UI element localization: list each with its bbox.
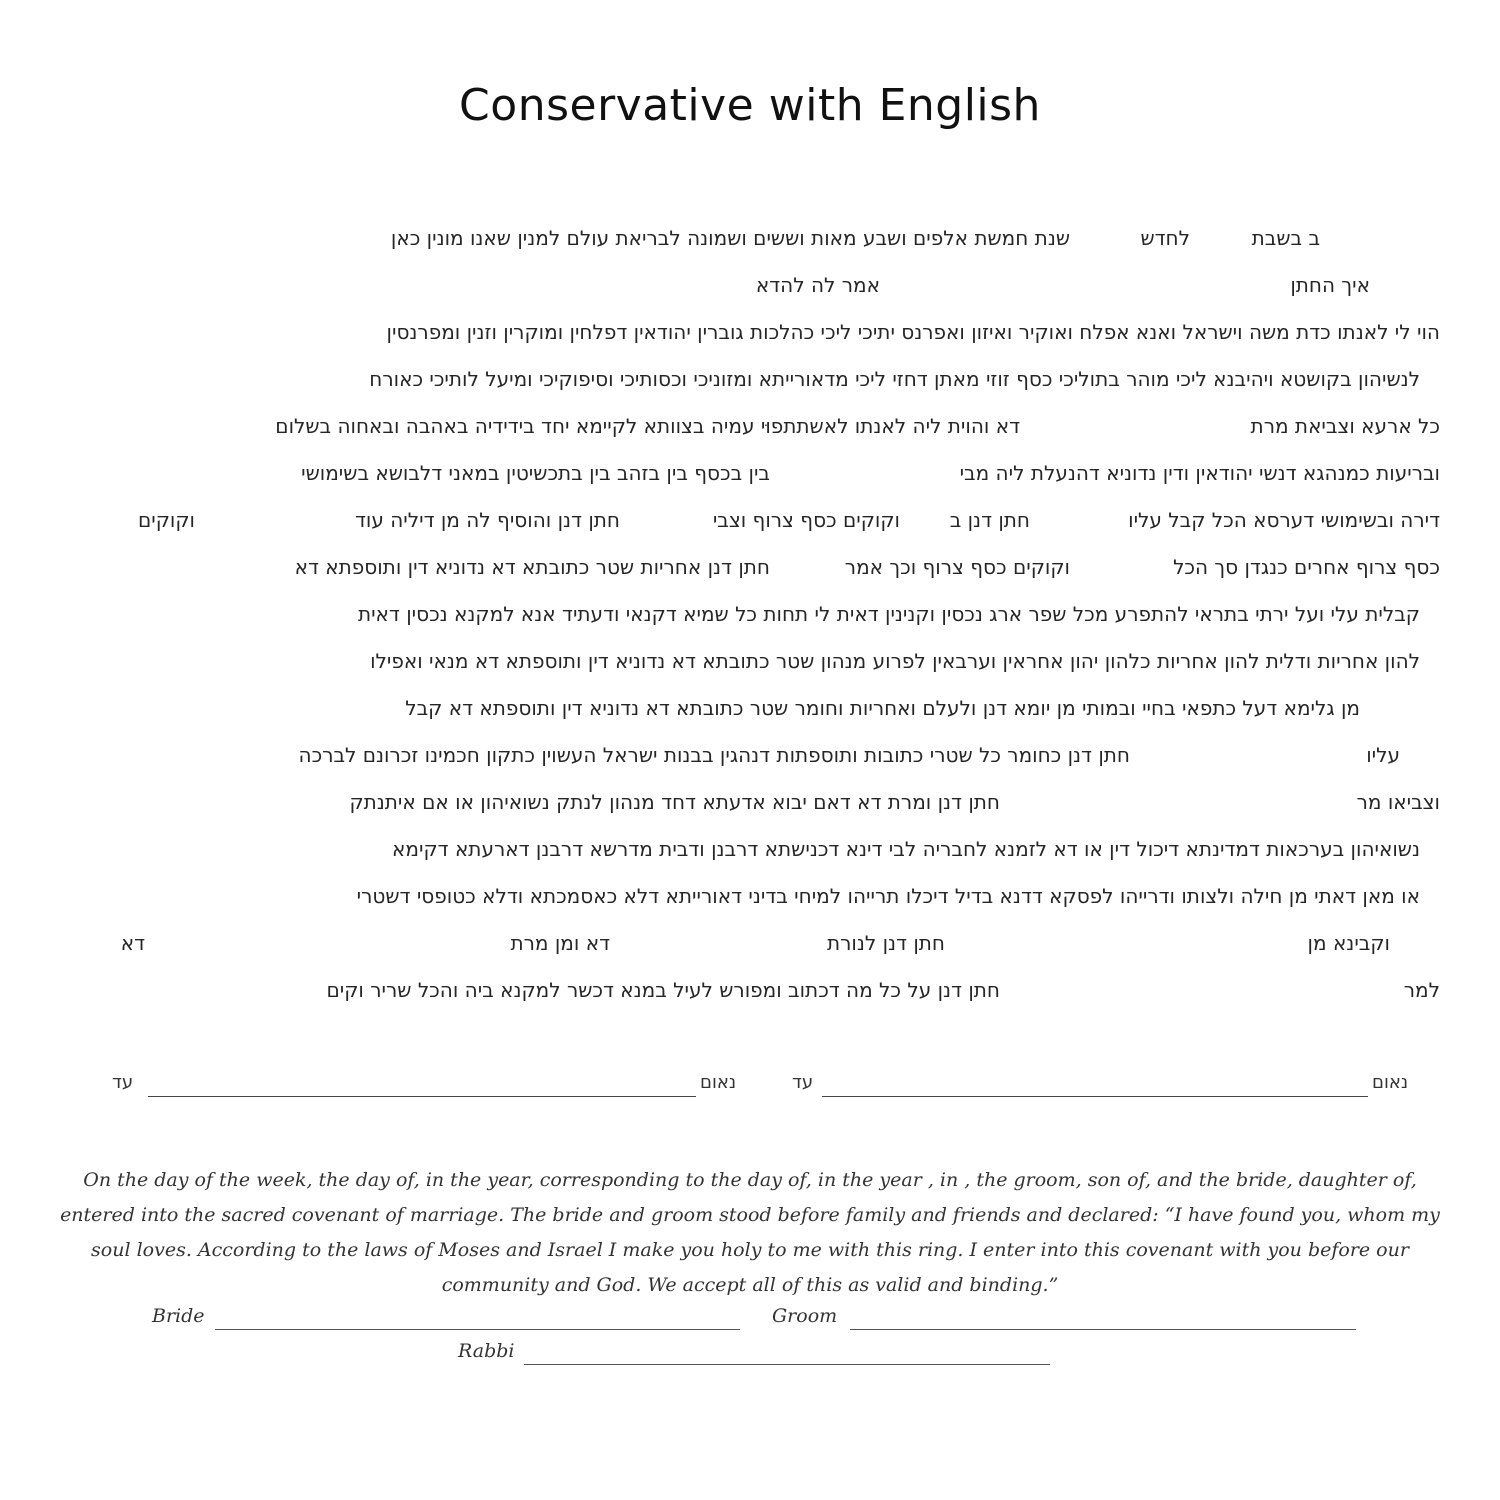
hebrew-text-segment: אמר לה להדא — [755, 273, 880, 297]
english-translation: On the day of the week, the day of, in the year, corresponding to the day of, in the year , in , the groom, son of, and the bride, daughter of, entered into the sacred covenant of marriage. The bride and groom stood before family and friends and declared: “I have found you, whom my soul loves. According to the laws of Moses and Israel I make you holy to me with this ring. I enter into this covenant with you before our community and God. We accept all of this as valid and binding.” — [60, 1169, 1440, 1296]
hebrew-text-segment: איך החתן — [1290, 273, 1370, 297]
hebrew-text-segment: וקבינא מן — [1307, 931, 1390, 955]
hebrew-text-segment: חתן דנן ומרת דא דאם יבוא אדעתא דחד מנהון לנתק נשואיהון או אם איתנתק — [349, 790, 1000, 814]
witness-signature-line[interactable] — [148, 1096, 696, 1097]
hebrew-text-segment: למר — [1403, 978, 1440, 1002]
hebrew-text-segment: נשואיהון בערכאות דמדינתא דיכול דין או דא לזמנא לחבריה לבי דינא דכנישתא דרבנן ודבית מדרשא דרבנן דארעתא דקימא — [392, 837, 1420, 861]
rabbi-signature-line[interactable] — [524, 1364, 1050, 1365]
hebrew-text-segment: וקוקים כסף צרוף וכך אמר — [844, 555, 1070, 579]
hebrew-text-segment: ב בשבת — [1251, 226, 1320, 250]
bride-groom-signatures — [0, 1303, 1500, 1339]
hebrew-text-segment: ובריעות כמנהגא דנשי יהודאין ודין נדוניא דהנעלת ליה מבי — [959, 461, 1440, 485]
witness-name-label: נאום — [1372, 1072, 1409, 1093]
hebrew-text-segment: לנשיהון בקושטא ויהיבנא ליכי מוהר בתוליכי כסף זוזי מאתן דחזי ליכי מדאורייתא ומזוניכי וכסותיכי וסיפוקיכי ומיעל לותיכי כאורח — [369, 367, 1420, 391]
hebrew-text-segment: עליו — [1366, 743, 1400, 767]
hebrew-line — [60, 500, 1440, 547]
hebrew-line — [60, 782, 1440, 829]
hebrew-ketubah-text — [60, 218, 1440, 1017]
witness-name-label: נאום — [700, 1072, 737, 1093]
hebrew-text-segment: דא ומן מרת — [510, 931, 610, 955]
hebrew-line — [60, 265, 1440, 312]
hebrew-text-segment: קבלית עלי ועל ירתי בתראי להתפרע מכל שפר ארג נכסין וקנינין דאית לי תחות כל שמיא דקנאי ודעתיד אנא למקנא נכסין דאית — [357, 602, 1420, 626]
hebrew-text-segment: הוי לי לאנתו כדת משה וישראל ואנא אפלח ואוקיר ואיזון ואפרנס יתיכי ליכי כהלכות גוברין יהודאין דפלחין ומוקרין וזנין ומפרנסין — [386, 320, 1440, 344]
witness-signature-line[interactable] — [822, 1096, 1368, 1097]
hebrew-text-segment: חתן דנן ב — [949, 508, 1030, 532]
hebrew-line — [60, 359, 1440, 406]
hebrew-line — [60, 406, 1440, 453]
hebrew-line — [60, 923, 1440, 970]
groom-label: Groom — [772, 1305, 838, 1327]
bride-label: Bride — [152, 1305, 205, 1327]
hebrew-text-segment: מן גלימא דעל כתפאי בחיי ובמותי מן יומא דנן ולעלם ואחריות וחומר שטר כתובתא דא נדוניא דין ותוספתא דא קבל — [405, 696, 1360, 720]
hebrew-text-segment: כל ארעא וצביאת מרת — [1250, 414, 1440, 438]
rabbi-signature — [0, 1338, 1500, 1374]
hebrew-text-segment: וצביאו מר — [1356, 790, 1440, 814]
hebrew-line — [60, 547, 1440, 594]
hebrew-text-segment: חתן דנן כחומר כל שטרי כתובות ותוספתות דנהגין בבנות ישראל העשוין כתקון חכמינו זכרונם לברכה — [298, 743, 1130, 767]
page-title: Conservative with English — [459, 80, 1041, 131]
hebrew-line — [60, 218, 1440, 265]
hebrew-text-segment: בין בכסף בין בזהב בין בתכשיטין במאני דלבושא בשימושי — [301, 461, 770, 485]
hebrew-text-segment: שנת חמשת אלפים ושבע מאות וששים ושמונה לבריאת עולם למנין שאנו מונין כאן — [390, 226, 1070, 250]
hebrew-text-segment: וקוקים — [137, 508, 195, 532]
hebrew-line — [60, 688, 1440, 735]
hebrew-line — [60, 641, 1440, 688]
hebrew-line — [60, 829, 1440, 876]
hebrew-text-segment: לחדש — [1140, 226, 1190, 250]
hebrew-line — [60, 453, 1440, 500]
hebrew-text-segment: דא — [120, 931, 145, 955]
rabbi-label: Rabbi — [458, 1340, 515, 1362]
bride-signature-line[interactable] — [215, 1329, 740, 1330]
hebrew-text-segment: דא והוית ליה לאנתו לאשתתפוּי עמיה בצוותא לקיימא יחד בידידיה באהבה ובאחוה בשלום — [275, 414, 1020, 438]
hebrew-text-segment: חתן דנן והוסיף לה מן דיליה עוד — [354, 508, 620, 532]
hebrew-text-segment: חתן דנן לנורת — [826, 931, 945, 955]
hebrew-text-segment: דירה ובשימושי דערסא הכל קבל עליו — [1128, 508, 1440, 532]
witness-label: עד — [792, 1072, 814, 1093]
hebrew-text-segment: או מאן דאתי מן חילה ולצותו ודרייהו לפסקא דדנא בדיל דיכלו תרייהו למיחי בדיני דאורייתא דלא כאסמכתא ודלא כטופסי דשטרי — [356, 884, 1420, 908]
hebrew-line — [60, 876, 1440, 923]
hebrew-text-segment: להון אחריות ודלית להון אחריות כלהון יהון אחראין וערבאין לפרוע מנהון שטר כתובתא דא נדוניא דין ותוספתא דא מנאי ואפילו — [370, 649, 1420, 673]
hebrew-line — [60, 312, 1440, 359]
hebrew-line — [60, 970, 1440, 1017]
witness-label: עד — [112, 1072, 134, 1093]
hebrew-text-segment: חתן דנן על כל מה דכתוב ומפורש לעיל במנא דכשר למקנא ביה והכל שריר וקים — [326, 978, 1000, 1002]
hebrew-text-segment: וקוקים כסף צרוף וצבי — [712, 508, 900, 532]
hebrew-text-segment: כסף צרוף אחרים כנגדן סך הכל — [1173, 555, 1440, 579]
hebrew-line — [60, 735, 1440, 782]
hebrew-text-segment: חתן דנן אחריות שטר כתובתא דא נדוניא דין ותוספתא דא — [294, 555, 770, 579]
groom-signature-line[interactable] — [850, 1329, 1356, 1330]
witness-signatures — [0, 1068, 1500, 1108]
hebrew-line — [60, 594, 1440, 641]
